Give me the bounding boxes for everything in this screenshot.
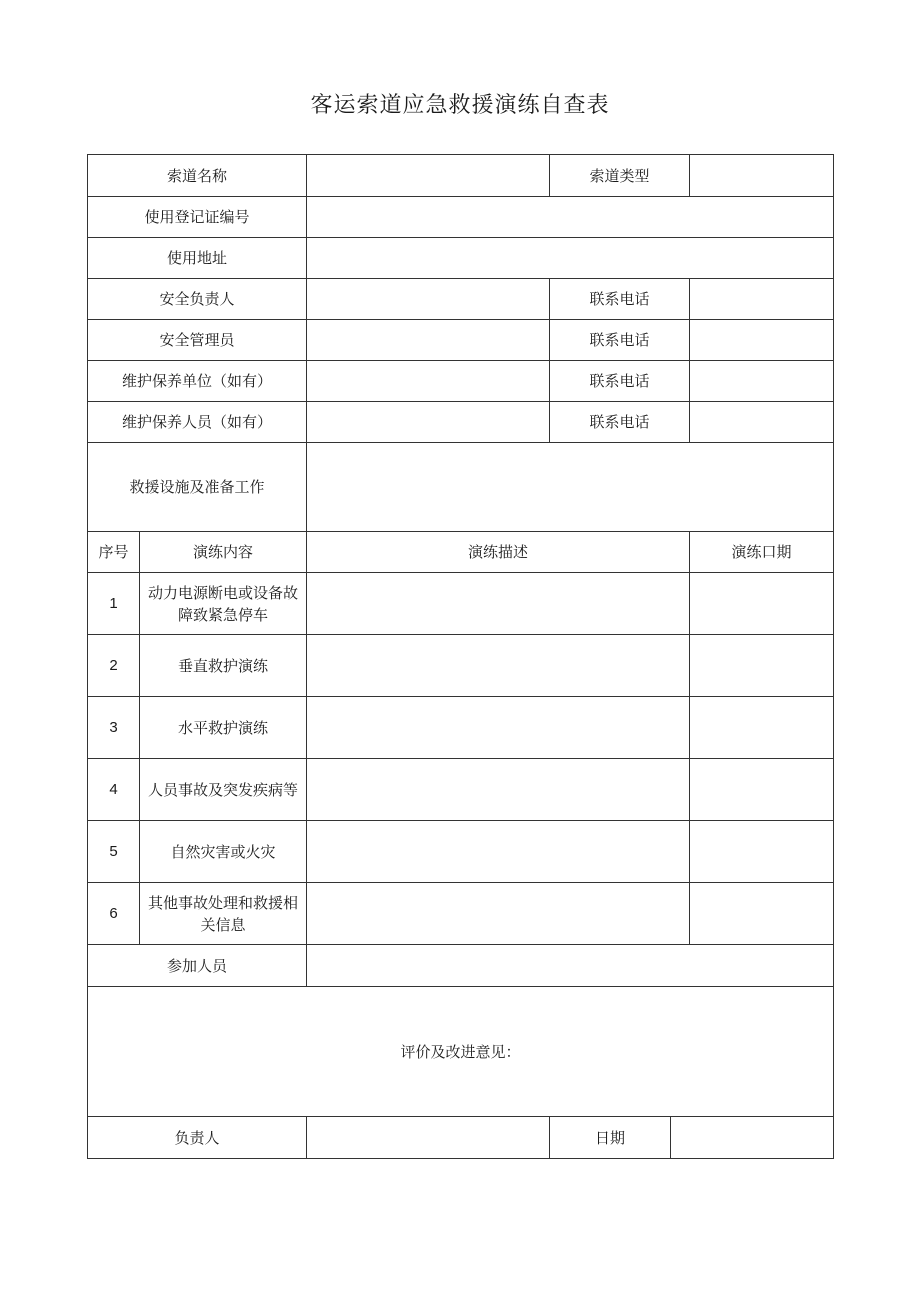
- drill-row: [88, 821, 834, 883]
- drill-row-content-text: 自然灾害或火灾: [170, 842, 276, 861]
- drill-row-content-text: 其他事故处理和救援相关信息: [147, 893, 298, 934]
- drill-row-date-field[interactable]: [690, 821, 834, 883]
- date-field[interactable]: [671, 1117, 834, 1159]
- drill-row-content-text: 人员事故及突发疾病等: [147, 780, 298, 799]
- ropeway-name-label: 索道名称: [88, 155, 307, 197]
- drill-row-content: [140, 697, 307, 759]
- drill-header-row: [88, 532, 834, 573]
- drill-row: [88, 573, 834, 635]
- row-maint-staff: [88, 402, 834, 443]
- drill-row-description-field[interactable]: [307, 883, 690, 945]
- row-reg-cert: [88, 197, 834, 238]
- safety-head-phone-field[interactable]: [690, 279, 834, 320]
- phone-label: 联系电话: [550, 320, 690, 361]
- safety-admin-field[interactable]: [307, 320, 550, 361]
- row-evaluation: [88, 987, 834, 1117]
- safety-admin-label: 安全管理员: [88, 320, 307, 361]
- maint-staff-phone-field[interactable]: [690, 402, 834, 443]
- phone-label: 联系电话: [550, 279, 690, 320]
- date-label: 日期: [550, 1117, 671, 1159]
- row-rescue-prep: [88, 443, 834, 532]
- drill-row-description-field[interactable]: [307, 821, 690, 883]
- ropeway-name-field[interactable]: [307, 155, 550, 197]
- drill-row-content: [140, 573, 307, 635]
- drill-row-date-field[interactable]: [690, 635, 834, 697]
- responsible-label: 负责人: [88, 1117, 307, 1159]
- row-safety-admin: [88, 320, 834, 361]
- address-label: 使用地址: [88, 238, 307, 279]
- row-maint-unit: [88, 361, 834, 402]
- drill-row-description-field[interactable]: [307, 697, 690, 759]
- drill-row: [88, 697, 834, 759]
- drill-row-content-text: 垂直救护演练: [177, 656, 268, 675]
- drill-row-description-field[interactable]: [307, 759, 690, 821]
- maint-unit-label: 维护保养单位（如有）: [88, 361, 307, 402]
- drill-row: [88, 759, 834, 821]
- row-safety-head: [88, 279, 834, 320]
- self-check-form: [87, 154, 833, 1158]
- row-participants: [88, 945, 834, 987]
- maint-unit-phone-field[interactable]: [690, 361, 834, 402]
- drill-row-date-field[interactable]: [690, 573, 834, 635]
- drill-row-content: [140, 635, 307, 697]
- header-no: 序号: [88, 532, 140, 573]
- header-date: 演练口期: [690, 532, 834, 573]
- drill-row-no: 3: [88, 697, 140, 759]
- drill-row-content: [140, 821, 307, 883]
- safety-admin-phone-field[interactable]: [690, 320, 834, 361]
- responsible-field[interactable]: [307, 1117, 550, 1159]
- drill-row-no: 4: [88, 759, 140, 821]
- reg-cert-label: 使用登记证编号: [88, 197, 307, 238]
- drill-row-content: [140, 883, 307, 945]
- form-table: [87, 154, 834, 1159]
- drill-row-no: 5: [88, 821, 140, 883]
- page-title: 客运索道应急救援演练自查表: [310, 93, 610, 118]
- maint-staff-label: 维护保养人员（如有）: [88, 402, 307, 443]
- participants-field[interactable]: [307, 945, 834, 987]
- maint-staff-field[interactable]: [307, 402, 550, 443]
- drill-row: [88, 635, 834, 697]
- drill-row-no: 2: [88, 635, 140, 697]
- row-ropeway-name: [88, 155, 834, 197]
- drill-row-content-text: 动力电源断电或设备故障致紧急停车: [147, 583, 298, 624]
- drill-row: [88, 883, 834, 945]
- maint-unit-field[interactable]: [307, 361, 550, 402]
- safety-head-label: 安全负责人: [88, 279, 307, 320]
- drill-row-description-field[interactable]: [307, 635, 690, 697]
- participants-label: 参加人员: [88, 945, 307, 987]
- drill-row-date-field[interactable]: [690, 883, 834, 945]
- drill-row-date-field[interactable]: [690, 759, 834, 821]
- rescue-prep-label: 救援设施及准备工作: [88, 443, 307, 532]
- drill-row-no: 1: [88, 573, 140, 635]
- row-responsible: [88, 1117, 834, 1159]
- reg-cert-field[interactable]: [307, 197, 834, 238]
- row-address: [88, 238, 834, 279]
- rescue-prep-field[interactable]: [307, 443, 834, 532]
- phone-label: 联系电话: [550, 402, 690, 443]
- ropeway-type-label: 索道类型: [550, 155, 690, 197]
- drill-row-content-text: 水平救护演练: [177, 718, 268, 737]
- drill-row-content: [140, 759, 307, 821]
- safety-head-field[interactable]: [307, 279, 550, 320]
- drill-row-date-field[interactable]: [690, 697, 834, 759]
- evaluation-label[interactable]: 评价及改进意见：: [88, 987, 834, 1117]
- address-field[interactable]: [307, 238, 834, 279]
- header-content: 演练内容: [140, 532, 307, 573]
- drill-row-no: 6: [88, 883, 140, 945]
- phone-label: 联系电话: [550, 361, 690, 402]
- drill-row-description-field[interactable]: [307, 573, 690, 635]
- header-description: 演练描述: [307, 532, 690, 573]
- ropeway-type-field[interactable]: [690, 155, 834, 197]
